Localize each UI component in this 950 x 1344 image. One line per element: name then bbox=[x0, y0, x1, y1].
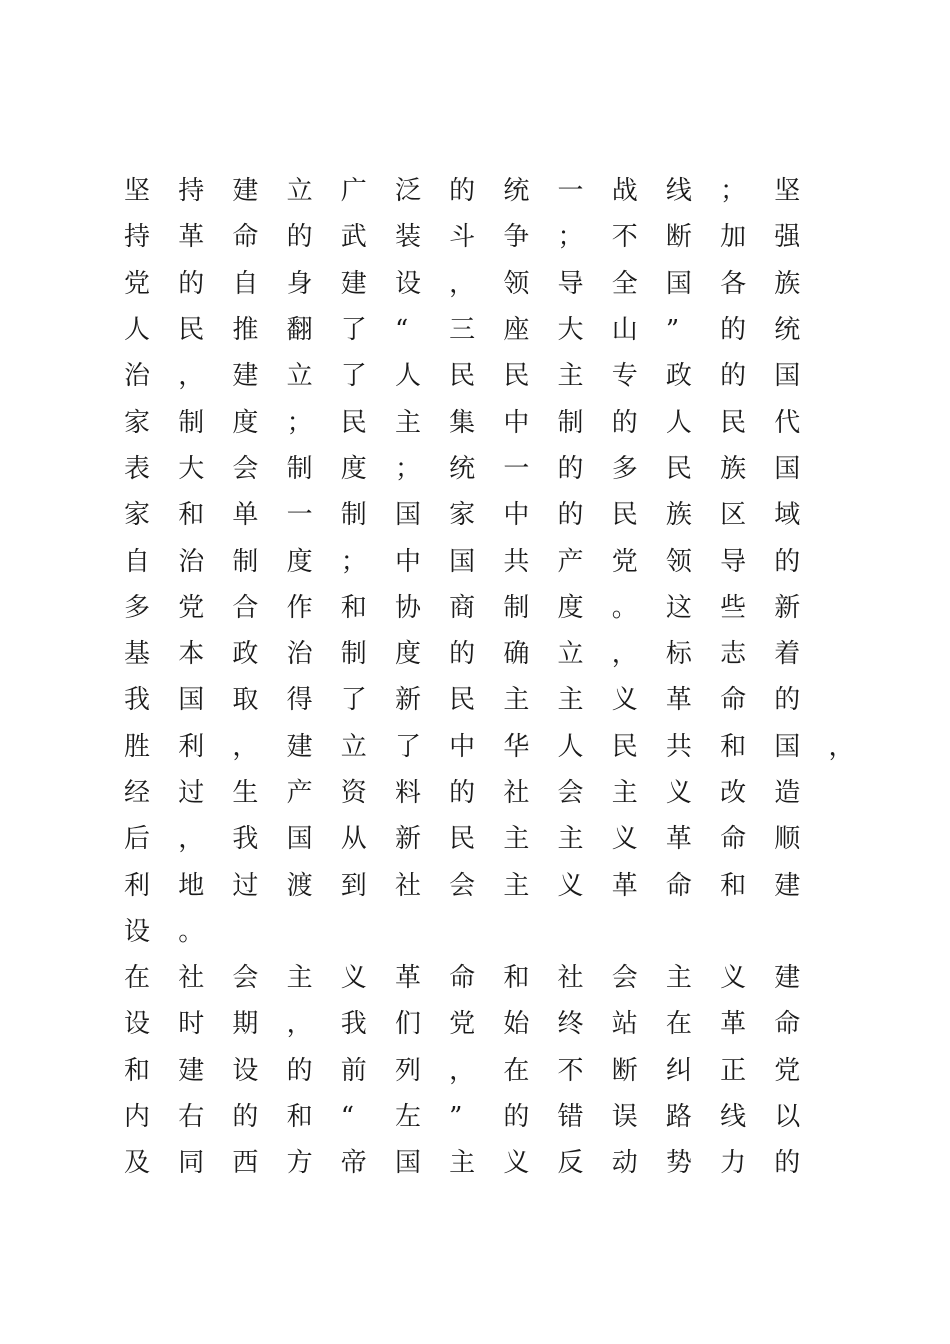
text-line bbox=[122, 724, 862, 770]
text-char: 大 bbox=[178, 453, 205, 484]
text-char: 正 bbox=[720, 1055, 747, 1086]
text-char: 立 bbox=[286, 176, 313, 207]
text-char: 线 bbox=[720, 1102, 747, 1133]
text-char: 一 bbox=[503, 453, 530, 484]
text-line bbox=[122, 909, 862, 955]
text-char: 座 bbox=[503, 315, 530, 346]
text-char: 和 bbox=[124, 1055, 151, 1086]
text-char: 党 bbox=[774, 1055, 801, 1086]
text-line bbox=[122, 816, 862, 862]
text-char: 反 bbox=[557, 1148, 584, 1179]
text-char: 家 bbox=[124, 500, 151, 531]
text-char: 了 bbox=[394, 731, 421, 762]
text-char: 主 bbox=[665, 963, 692, 994]
text-line bbox=[122, 677, 862, 723]
text-char: 专 bbox=[611, 361, 638, 392]
text-char: 民 bbox=[611, 731, 638, 762]
text-char: 不 bbox=[557, 1055, 584, 1086]
text-char: ； bbox=[394, 453, 421, 484]
text-char: 国 bbox=[774, 361, 801, 392]
text-char: 度 bbox=[557, 592, 584, 623]
text-char: 命 bbox=[232, 222, 259, 253]
text-char: 命 bbox=[774, 1009, 801, 1040]
text-char: 到 bbox=[340, 870, 367, 901]
text-char: 取 bbox=[232, 685, 259, 716]
text-char: 争 bbox=[503, 222, 530, 253]
text-char: 协 bbox=[394, 592, 421, 623]
text-char: 中 bbox=[449, 731, 476, 762]
text-char: 主 bbox=[503, 824, 530, 855]
text-char: 共 bbox=[665, 731, 692, 762]
text-char: 立 bbox=[557, 639, 584, 670]
text-char: 了 bbox=[340, 685, 367, 716]
text-char: 会 bbox=[449, 870, 476, 901]
text-char: 的 bbox=[178, 268, 205, 299]
text-char: 建 bbox=[340, 268, 367, 299]
text-char: 在 bbox=[124, 963, 151, 994]
text-char: 和 bbox=[340, 592, 367, 623]
text-char: 后 bbox=[124, 824, 151, 855]
text-char: 料 bbox=[394, 778, 421, 808]
text-char: 革 bbox=[394, 963, 421, 994]
text-char: 在 bbox=[503, 1055, 530, 1086]
text-char: 区 bbox=[720, 500, 747, 531]
text-char: 党 bbox=[178, 592, 205, 623]
text-line bbox=[122, 261, 862, 307]
text-char: 强 bbox=[774, 222, 801, 253]
text-char: 统 bbox=[503, 176, 530, 207]
text-char: 设 bbox=[124, 916, 151, 947]
text-char: 导 bbox=[557, 268, 584, 299]
text-char: 新 bbox=[394, 685, 421, 716]
text-char: 度 bbox=[286, 546, 313, 577]
text-char: 持 bbox=[178, 176, 205, 207]
text-char: 纠 bbox=[665, 1055, 692, 1086]
text-char: 立 bbox=[340, 731, 367, 762]
text-line bbox=[122, 353, 862, 399]
text-char: 主 bbox=[557, 361, 584, 392]
text-char: 地 bbox=[178, 870, 205, 901]
text-char: 得 bbox=[286, 685, 313, 716]
text-char: 生 bbox=[232, 778, 259, 808]
text-char: 了 bbox=[340, 315, 367, 346]
text-char: 家 bbox=[124, 407, 151, 438]
text-char: 集 bbox=[449, 407, 476, 438]
text-char: 社 bbox=[394, 870, 421, 901]
text-char: 力 bbox=[720, 1148, 747, 1179]
text-char: 义 bbox=[720, 963, 747, 994]
text-line bbox=[122, 538, 862, 584]
text-char: 共 bbox=[503, 546, 530, 577]
text-char: 过 bbox=[232, 870, 259, 901]
text-char: 志 bbox=[720, 639, 747, 670]
text-char: 党 bbox=[124, 268, 151, 299]
text-char: 基 bbox=[124, 639, 151, 670]
text-char: 制 bbox=[503, 592, 530, 623]
text-char: 国 bbox=[774, 731, 801, 762]
text-char: 会 bbox=[611, 963, 638, 994]
text-char: 右 bbox=[178, 1102, 205, 1133]
text-char: 华 bbox=[503, 731, 530, 762]
text-char: 武 bbox=[340, 222, 367, 253]
text-char: 主 bbox=[286, 963, 313, 994]
text-char: 革 bbox=[720, 1009, 747, 1040]
text-char: 会 bbox=[232, 963, 259, 994]
text-line bbox=[122, 168, 862, 214]
text-char: 坚 bbox=[124, 176, 151, 207]
text-char: 义 bbox=[611, 824, 638, 855]
text-char: 的 bbox=[557, 500, 584, 531]
text-char: 主 bbox=[449, 1148, 476, 1179]
text-char: 合 bbox=[232, 592, 259, 623]
text-char: ， bbox=[286, 1009, 313, 1040]
text-char: 胜 bbox=[124, 731, 151, 762]
text-char: 经 bbox=[124, 778, 151, 808]
text-char: 时 bbox=[178, 1009, 205, 1040]
text-char: 这 bbox=[665, 592, 692, 623]
text-char: ； bbox=[286, 407, 313, 438]
text-char: 建 bbox=[774, 963, 801, 994]
text-char: 民 bbox=[720, 407, 747, 438]
text-char: 产 bbox=[286, 778, 313, 808]
text-char: 民 bbox=[449, 685, 476, 716]
text-char: ” bbox=[449, 1102, 463, 1133]
text-char: 治 bbox=[286, 639, 313, 670]
text-char: 度 bbox=[394, 639, 421, 670]
text-char: 断 bbox=[611, 1055, 638, 1086]
text-char: 着 bbox=[774, 639, 801, 670]
text-char: 过 bbox=[178, 778, 205, 808]
text-char: 国 bbox=[449, 546, 476, 577]
text-char: 制 bbox=[557, 407, 584, 438]
text-char: 设 bbox=[124, 1009, 151, 1040]
text-char: 帝 bbox=[340, 1148, 367, 1179]
text-char: 制 bbox=[340, 500, 367, 531]
text-char: 主 bbox=[503, 685, 530, 716]
text-char: 的 bbox=[449, 176, 476, 207]
text-char: 命 bbox=[720, 685, 747, 716]
text-char: 族 bbox=[720, 453, 747, 484]
text-char: 误 bbox=[611, 1102, 638, 1133]
text-char: 中 bbox=[503, 407, 530, 438]
text-char: 主 bbox=[557, 824, 584, 855]
text-char: 人 bbox=[665, 407, 692, 438]
text-char: 的 bbox=[557, 453, 584, 484]
text-char: 的 bbox=[611, 407, 638, 438]
text-char: 和 bbox=[503, 963, 530, 994]
text-char: 动 bbox=[611, 1148, 638, 1179]
text-char: 坚 bbox=[774, 176, 801, 207]
text-char: 渡 bbox=[286, 870, 313, 901]
text-char: ， bbox=[611, 639, 638, 670]
text-char: 和 bbox=[720, 731, 747, 762]
text-char: 及 bbox=[124, 1148, 151, 1179]
text-char: 的 bbox=[774, 546, 801, 577]
text-char: 始 bbox=[503, 1009, 530, 1040]
text-char: 山 bbox=[611, 315, 638, 346]
text-char: 命 bbox=[720, 824, 747, 855]
text-line bbox=[122, 492, 862, 538]
text-char: 造 bbox=[774, 778, 801, 808]
text-char: 了 bbox=[340, 361, 367, 392]
text-char: 革 bbox=[665, 824, 692, 855]
text-line bbox=[122, 307, 862, 353]
text-char: 建 bbox=[232, 176, 259, 207]
text-char: 国 bbox=[665, 268, 692, 299]
text-char: 推 bbox=[232, 315, 259, 346]
text-char: 族 bbox=[774, 268, 801, 299]
text-char: 主 bbox=[611, 778, 638, 808]
text-char: 的 bbox=[503, 1102, 530, 1133]
text-char: 制 bbox=[178, 407, 205, 438]
text-char: 作 bbox=[286, 592, 313, 623]
text-char: 中 bbox=[394, 546, 421, 577]
text-char: ； bbox=[340, 546, 367, 577]
text-char: 社 bbox=[557, 963, 584, 994]
text-char: 建 bbox=[232, 361, 259, 392]
text-char: 利 bbox=[124, 870, 151, 901]
text-char: 设 bbox=[232, 1055, 259, 1086]
text-char: 们 bbox=[394, 1009, 421, 1040]
text-char: 义 bbox=[665, 778, 692, 808]
text-char: 人 bbox=[557, 731, 584, 762]
text-char: 自 bbox=[232, 268, 259, 299]
text-char: 的 bbox=[720, 315, 747, 346]
text-char: ； bbox=[557, 222, 584, 253]
text-char: ， bbox=[449, 1055, 476, 1086]
text-char: 治 bbox=[178, 546, 205, 577]
text-char: 立 bbox=[286, 361, 313, 392]
text-char: 领 bbox=[665, 546, 692, 577]
text-char: 社 bbox=[178, 963, 205, 994]
text-char: 身 bbox=[286, 268, 313, 299]
text-line bbox=[122, 631, 862, 677]
text-char: 新 bbox=[394, 824, 421, 855]
text-char: 自 bbox=[124, 546, 151, 577]
text-char: 加 bbox=[720, 222, 747, 253]
text-char: 三 bbox=[449, 315, 476, 346]
text-char: 会 bbox=[557, 778, 584, 808]
text-char: 商 bbox=[449, 592, 476, 623]
text-char: 民 bbox=[665, 453, 692, 484]
text-char: 顺 bbox=[774, 824, 801, 855]
text-char: 的 bbox=[232, 1102, 259, 1133]
text-char: 的 bbox=[774, 1148, 801, 1179]
text-char: ， bbox=[232, 731, 259, 762]
text-line bbox=[122, 955, 862, 1001]
text-char: 主 bbox=[557, 685, 584, 716]
text-char: 义 bbox=[611, 685, 638, 716]
text-line bbox=[122, 1001, 862, 1047]
text-char: 翻 bbox=[286, 315, 313, 346]
text-char: 我 bbox=[124, 685, 151, 716]
text-char: 革 bbox=[178, 222, 205, 253]
text-char: 命 bbox=[665, 870, 692, 901]
text-char: 的 bbox=[286, 1055, 313, 1086]
text-char: 从 bbox=[340, 824, 367, 855]
text-char: 建 bbox=[178, 1055, 205, 1086]
text-char: 利 bbox=[178, 731, 205, 762]
text-char: 民 bbox=[178, 315, 205, 346]
text-char: 单 bbox=[232, 500, 259, 531]
text-char: 的 bbox=[449, 778, 476, 808]
text-char: 势 bbox=[665, 1148, 692, 1179]
text-char: 建 bbox=[774, 870, 801, 901]
text-char: ” bbox=[665, 315, 680, 346]
text-char: ， bbox=[828, 731, 855, 762]
text-char: “ bbox=[394, 315, 409, 346]
text-char: 命 bbox=[449, 963, 476, 994]
text-char: 领 bbox=[503, 268, 530, 299]
text-char: 。 bbox=[178, 916, 205, 947]
text-char: 治 bbox=[124, 361, 151, 392]
text-char: 多 bbox=[611, 453, 638, 484]
text-char: 斗 bbox=[449, 222, 476, 253]
text-char: ； bbox=[720, 176, 747, 207]
text-char: 度 bbox=[232, 407, 259, 438]
text-char: 前 bbox=[340, 1055, 367, 1086]
text-char: 一 bbox=[557, 176, 584, 207]
text-char: 党 bbox=[611, 546, 638, 577]
text-char: 人 bbox=[394, 361, 421, 392]
text-char: 民 bbox=[503, 361, 530, 392]
text-char: 政 bbox=[665, 361, 692, 392]
text-char: 。 bbox=[611, 592, 638, 623]
text-char: 确 bbox=[503, 639, 530, 670]
text-char: 泛 bbox=[394, 176, 421, 207]
text-char: 政 bbox=[232, 639, 259, 670]
text-char: 战 bbox=[611, 176, 638, 207]
text-line bbox=[122, 1048, 862, 1094]
text-char: 统 bbox=[449, 453, 476, 484]
text-char: 国 bbox=[774, 453, 801, 484]
text-char: 国 bbox=[178, 685, 205, 716]
text-char: 新 bbox=[774, 592, 801, 623]
text-char: ， bbox=[178, 824, 205, 855]
text-char: 主 bbox=[503, 870, 530, 901]
text-char: 国 bbox=[394, 1148, 421, 1179]
text-line bbox=[122, 862, 862, 908]
text-char: 路 bbox=[665, 1102, 692, 1133]
text-char: 制 bbox=[340, 639, 367, 670]
text-char: 民 bbox=[340, 407, 367, 438]
text-char: 持 bbox=[124, 222, 151, 253]
body-text bbox=[122, 168, 862, 1187]
text-char: 标 bbox=[665, 639, 692, 670]
text-char: 的 bbox=[774, 685, 801, 716]
text-char: 左 bbox=[394, 1102, 421, 1133]
text-char: 列 bbox=[394, 1055, 421, 1086]
text-char: 以 bbox=[774, 1102, 801, 1133]
text-char: 线 bbox=[665, 176, 692, 207]
text-char: 导 bbox=[720, 546, 747, 577]
text-char: 和 bbox=[720, 870, 747, 901]
text-char: 义 bbox=[503, 1148, 530, 1179]
text-char: 设 bbox=[394, 268, 421, 299]
text-char: 人 bbox=[124, 315, 151, 346]
text-char: 制 bbox=[286, 453, 313, 484]
text-line bbox=[122, 585, 862, 631]
text-char: 表 bbox=[124, 453, 151, 484]
text-char: 终 bbox=[557, 1009, 584, 1040]
text-char: 在 bbox=[665, 1009, 692, 1040]
text-char: 大 bbox=[557, 315, 584, 346]
text-char: 主 bbox=[394, 407, 421, 438]
text-char: 的 bbox=[720, 361, 747, 392]
text-char: 我 bbox=[340, 1009, 367, 1040]
text-line bbox=[122, 1094, 862, 1140]
text-char: 域 bbox=[774, 500, 801, 531]
text-char: 家 bbox=[449, 500, 476, 531]
text-char: 的 bbox=[286, 222, 313, 253]
text-char: 民 bbox=[449, 824, 476, 855]
text-char: 西 bbox=[232, 1148, 259, 1179]
text-char: 错 bbox=[557, 1102, 584, 1133]
text-line bbox=[122, 770, 862, 816]
text-char: 的 bbox=[449, 639, 476, 670]
text-char: 中 bbox=[503, 500, 530, 531]
text-char: 建 bbox=[286, 731, 313, 762]
text-char: 装 bbox=[394, 222, 421, 253]
text-char: 期 bbox=[232, 1009, 259, 1040]
text-char: 内 bbox=[124, 1102, 151, 1133]
text-char: 义 bbox=[557, 870, 584, 901]
text-char: 义 bbox=[340, 963, 367, 994]
text-char: 我 bbox=[232, 824, 259, 855]
text-char: 革 bbox=[665, 685, 692, 716]
text-char: 制 bbox=[232, 546, 259, 577]
text-char: 不 bbox=[611, 222, 638, 253]
text-char: 断 bbox=[665, 222, 692, 253]
text-char: 统 bbox=[774, 315, 801, 346]
text-char: 度 bbox=[340, 453, 367, 484]
text-char: “ bbox=[340, 1102, 355, 1133]
text-char: 本 bbox=[178, 639, 205, 670]
text-char: 各 bbox=[720, 268, 747, 299]
text-char: 代 bbox=[774, 407, 801, 438]
text-line bbox=[122, 214, 862, 260]
text-char: 和 bbox=[178, 500, 205, 531]
text-char: 多 bbox=[124, 592, 151, 623]
text-char: 党 bbox=[449, 1009, 476, 1040]
text-line bbox=[122, 399, 862, 445]
text-char: 改 bbox=[720, 778, 747, 808]
text-line bbox=[122, 1140, 862, 1186]
text-char: ， bbox=[178, 361, 205, 392]
text-line bbox=[122, 446, 862, 492]
text-char: 广 bbox=[340, 176, 367, 207]
text-char: 革 bbox=[611, 870, 638, 901]
text-char: 一 bbox=[286, 500, 313, 531]
text-char: 民 bbox=[449, 361, 476, 392]
text-char: 站 bbox=[611, 1009, 638, 1040]
text-char: 国 bbox=[394, 500, 421, 531]
text-char: 同 bbox=[178, 1148, 205, 1179]
text-char: 资 bbox=[340, 778, 367, 808]
text-char: 产 bbox=[557, 546, 584, 577]
text-char: 和 bbox=[286, 1102, 313, 1133]
text-char: 族 bbox=[665, 500, 692, 531]
text-char: 些 bbox=[720, 592, 747, 623]
text-char: ， bbox=[449, 268, 476, 299]
text-char: 方 bbox=[286, 1148, 313, 1179]
text-char: 会 bbox=[232, 453, 259, 484]
text-char: 民 bbox=[611, 500, 638, 531]
text-char: 社 bbox=[503, 778, 530, 808]
text-char: 国 bbox=[286, 824, 313, 855]
text-char: 全 bbox=[611, 268, 638, 299]
